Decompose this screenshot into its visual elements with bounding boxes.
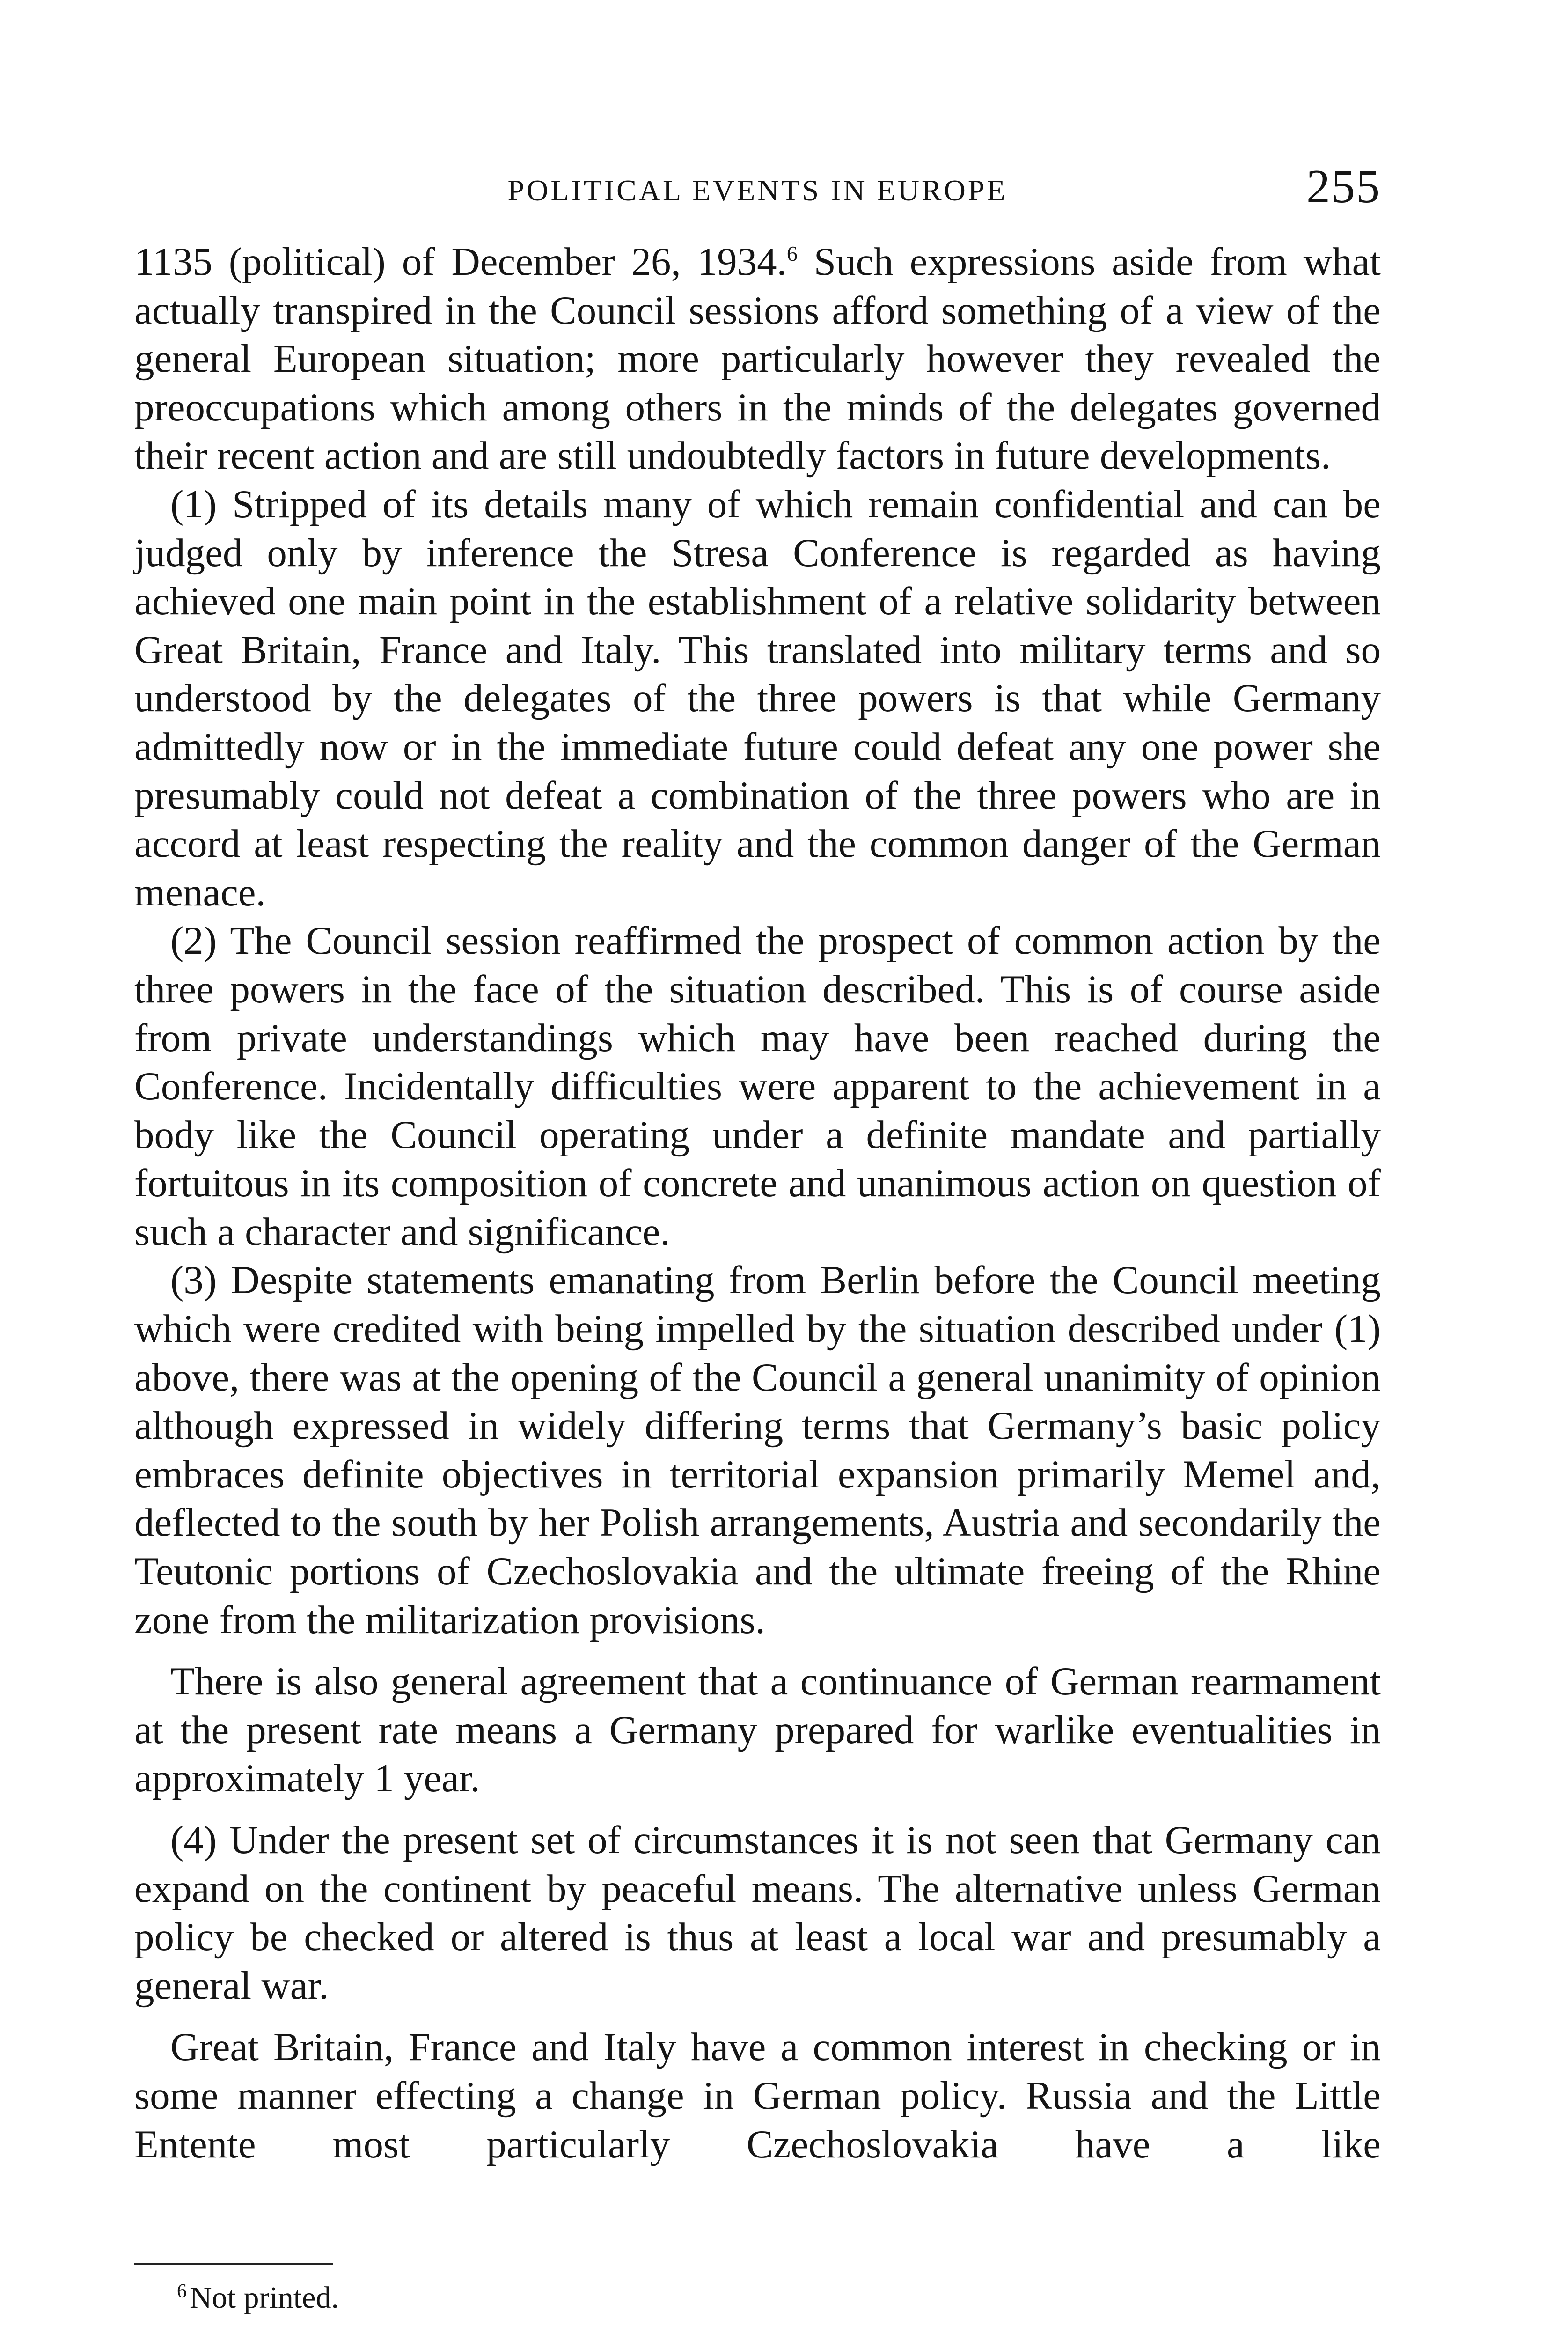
- page-number: 255: [1306, 160, 1381, 213]
- paragraph-3: [134, 1256, 1381, 1644]
- paragraph-5-text: Great Britain, France and Italy have a common interest in checking or in some manner effecting a change in German policy. Russia and the Little Entente most particularly Czechoslovakia have a like: [134, 2025, 1381, 2166]
- paragraph-3b-text: There is also general agreement that a continuance of German rearmament at the present rate means a Germany prepared for warlike eventualities in approximately 1 year.: [134, 1659, 1381, 1801]
- paragraph-3b: [134, 1657, 1381, 1803]
- footnote-rule: [134, 2263, 333, 2265]
- intro-lead: 1135 (political) of December 26, 1934.: [134, 240, 787, 284]
- body-text: [134, 238, 1381, 2169]
- footnote-text: Not printed.: [190, 2281, 339, 2315]
- paragraph-3-text: (3) Despite statements emanating from Berlin before the Council meeting which were credited with being impelled by the situation described under (1) above, there was at the opening of the Council a general unanimity of opinion although expressed in widely differing terms that Germany’s basic policy embraces definite objectives in territorial expansion primarily Memel and, deflected to the south by her Polish arrangements, Austria and secondarily the Teutonic portions of Czechoslovakia and the ultimate freeing of the Rhine zone from the militarization provisions.: [134, 1258, 1381, 1642]
- paragraph-4: [134, 1816, 1381, 2010]
- running-title: POLITICAL EVENTS IN EUROPE: [507, 174, 1008, 207]
- paragraph-2: [134, 917, 1381, 1256]
- paragraph-intro: [134, 238, 1381, 480]
- footnote-marker: 6: [177, 2281, 187, 2302]
- paragraph-5: [134, 2023, 1381, 2169]
- running-head: [134, 159, 1381, 220]
- paragraph-1-text: (1) Stripped of its details many of which remain confidential and can be judged only by inference the Stresa Conference is regarded as having achieved one main point in the establishment of a relative solidarity between Great Britain, France and Italy. This translated into military terms and so understood by the delegates of the three powers is that while Germany admittedly now or in the immediate future could defeat any one power she presumably could not defeat a combination of the three powers who are in accord at least respecting the reality and the common danger of the German menace.: [134, 482, 1381, 914]
- paragraph-4-text: (4) Under the present set of circumstances it is not seen that Germany can expand on the continent by peaceful means. The alternative unless German policy be checked or altered is thus at least a local war and presumably a general war.: [134, 1818, 1381, 2008]
- footnote: [177, 2279, 339, 2317]
- intro-rest: Such expressions aside from what actually transpired in the Council sessions afford something of a view of the general European situation; more particularly however they revealed the preoccupations which among others in the minds of the delegates governed their recent action and are still undoubtedly factors in future developments.: [134, 240, 1381, 478]
- paragraph-2-text: (2) The Council session reaffirmed the prospect of common action by the three powers in the face of the situation described. This is of course aside from private understandings which may have been reached during the Conference. Incidentally difficulties were apparent to the achievement in a body like the Council operating under a definite mandate and partially fortuitous in its composition of concrete and unanimous action on question of such a character and significance.: [134, 919, 1381, 1254]
- footnote-reference: 6: [786, 242, 798, 265]
- paragraph-1: [134, 480, 1381, 917]
